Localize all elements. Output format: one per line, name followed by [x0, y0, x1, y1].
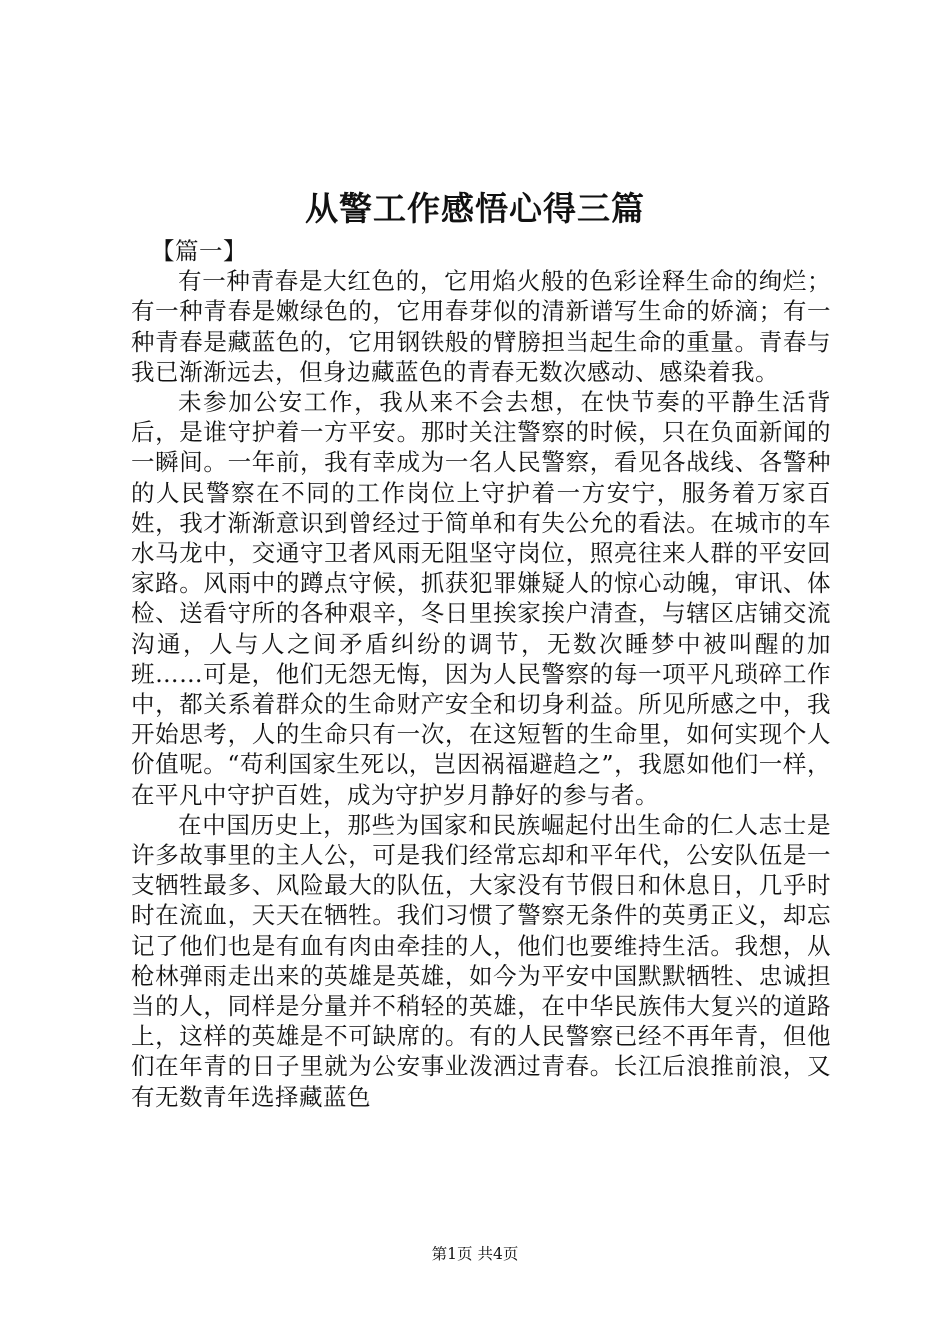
paragraph-1: 有一种青春是大红色的，它用焰火般的色彩诠释生命的绚烂；有一种青春是嫩绿色的，它用春芽似的清新谱写生命的娇滴；有一种青春是藏蓝色的，它用钢铁般的臂膀担当起生命的重量。青春与我已渐渐远去，但身边藏蓝色的青春无数次感动、感染着我。	[131, 267, 831, 386]
document-title: 从警工作感悟心得三篇	[305, 189, 645, 228]
document-body	[131, 236, 831, 1112]
page-footer: 第1页 共4页	[431, 1245, 519, 1263]
section-heading: 【篇一】	[151, 237, 247, 265]
paragraph-2: 未参加公安工作，我从来不会去想，在快节奏的平静生活背后，是谁守护着一方平安。那时关注警察的时候，只在负面新闻的一瞬间。一年前，我有幸成为一名人民警察，看见各战线、各警种的人民警察在不同的工作岗位上守护着一方安宁，服务着万家百姓，我才渐渐意识到曾经过于简单和有失公允的看法。在城市的车水马龙中，交通守卫者风雨无阻坚守岗位，照亮往来人群的平安回家路。风雨中的蹲点守候，抓获犯罪嫌疑人的惊心动魄，审讯、体检、送看守所的各种艰辛，冬日里挨家挨户清查，与辖区店铺交流沟通，人与人之间矛盾纠纷的调节，无数次睡梦中被叫醒的加班……可是，他们无怨无悔，因为人民警察的每一项平凡琐碎工作中，都关系着群众的生命财产安全和切身利益。所见所感之中，我开始思考，人的生命只有一次，在这短暂的生命里，如何实现个人价值呢。“苟利国家生死以，岂因祸福避趋之”，我愿如他们一样，在平凡中守护百姓，成为守护岁月静好的参与者。	[131, 388, 831, 809]
paragraph-3: 在中国历史上，那些为国家和民族崛起付出生命的仁人志士是许多故事里的主人公，可是我们经常忘却和平年代，公安队伍是一支牺牲最多、风险最大的队伍，大家没有节假日和休息日，几乎时时在流血，天天在牺牲。我们习惯了警察无条件的英勇正义，却忘记了他们也是有血有肉由牵挂的人，他们也要维持生活。我想，从枪林弹雨走出来的英雄是英雄，如今为平安中国默默牺牲、忠诚担当的人，同样是分量并不稍轻的英雄，在中华民族伟大复兴的道路上，这样的英雄是不可缺席的。有的人民警察已经不再年青，但他们在年青的日子里就为公安事业泼洒过青春。长江后浪推前浪，又有无数青年选择藏蓝色	[131, 810, 831, 1111]
